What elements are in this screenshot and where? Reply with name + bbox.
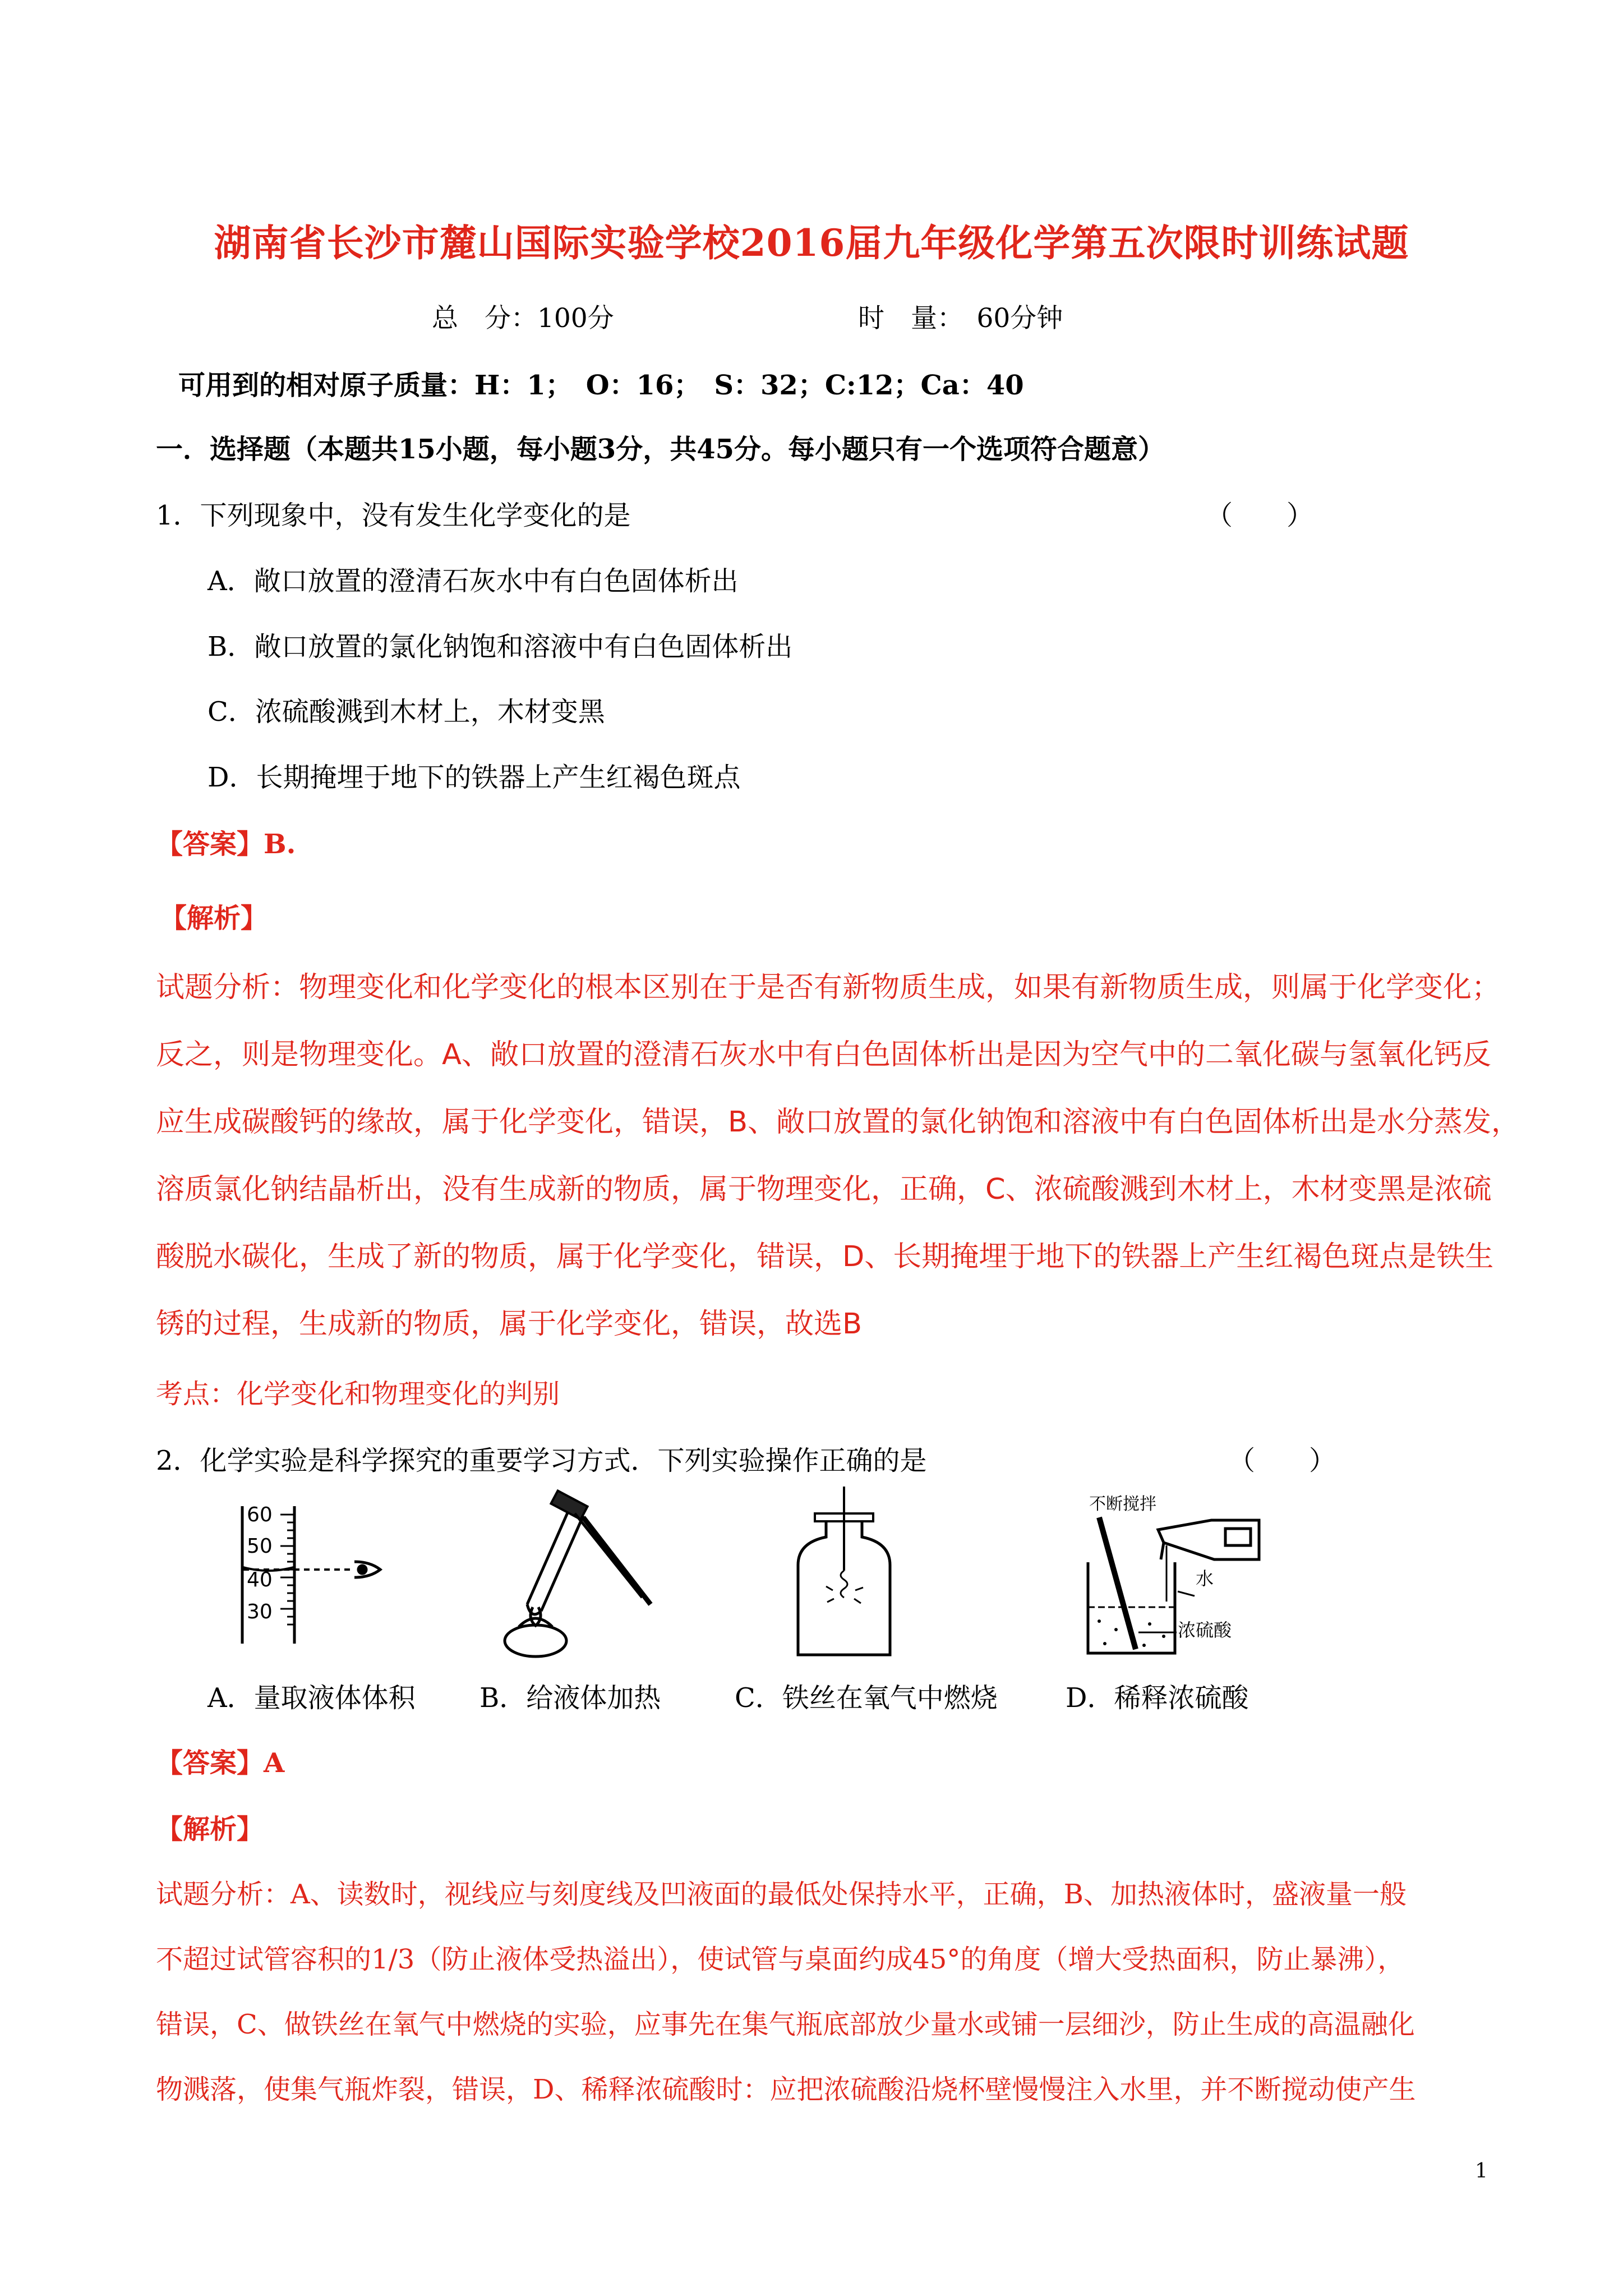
figure-diluting-acid [1077,1489,1295,1658]
q1-answer-blank: （ ） [1206,500,1314,531]
q1-option-c: C．浓硫酸溅到木材上，木材变黑 [208,696,605,728]
q1-analysis-line: 溶质氯化钠结晶析出，没有生成新的物质，属于物理变化，正确，C、浓硫酸溅到木材上，木材变黑是浓硫 [156,1173,1492,1206]
time-limit: 时 量： 60分钟 [858,303,1063,334]
water-label: 水 [1196,1568,1214,1589]
stir-label: 不断搅拌 [1089,1494,1156,1514]
q2-caption-b: B．给液体加热 [479,1682,661,1714]
cylinder-tick-label: 50 [247,1535,273,1558]
q2-answer: 【答案】A [156,1747,285,1779]
q1-analysis-line: 试题分析：物理变化和化学变化的根本区别在于是否有新物质生成，如果有新物质生成，则属于化学变化； [156,971,1501,1004]
q2-stem: 2．化学实验是科学探究的重要学习方式．下列实验操作正确的是 [156,1445,927,1476]
q2-caption-c: C．铁丝在氧气中燃烧 [735,1682,998,1714]
q1-option-b: B．敞口放置的氯化钠饱和溶液中有白色固体析出 [208,631,793,662]
test-tube-icon [527,1509,583,1614]
total-score: 总 分：100分 [432,303,614,334]
q1-kaodian: 考点：化学变化和物理变化的判别 [156,1378,560,1410]
page-number: 1 [1475,2160,1488,2183]
q2-analysis-line: 物溅落，使集气瓶炸裂，错误，D、稀释浓硫酸时：应把浓硫酸沿烧杯壁慢慢注入水里，并不断搅动使产生 [156,2074,1416,2105]
q2-analysis-label: 【解析】 [156,1814,264,1845]
q1-option-a: A．敞口放置的澄清石灰水中有白色固体析出 [208,565,739,597]
figure-measuring-cylinder [236,1503,404,1649]
q1-analysis-line: 反之，则是物理变化。A、敞口放置的澄清石灰水中有白色固体析出是因为空气中的二氧化碳与氢氧化钙反 [156,1038,1491,1071]
q1-analysis-line: 应生成碳酸钙的缘故，属于化学变化，错误，B、敞口放置的氯化钠饱和溶液中有白色固体析出是水分蒸发， [156,1106,1520,1139]
cylinder-tick-label: 30 [247,1600,273,1623]
figure-heating-test-tube [485,1492,665,1660]
page-title: 湖南省长沙市麓山国际实验学校2016届九年级化学第五次限时训练试题 [214,221,1409,265]
section-heading: 一．选择题（本题共15小题，每小题3分，共45分。每小题只有一个选项符合题意） [156,434,1165,465]
spark-icon [826,1571,863,1603]
q2-analysis-line: 不超过试管容积的1/3（防止液体受热溢出），使试管与桌面约成45°的角度（增大受热面积，防止暴沸）， [156,1944,1405,1975]
q1-answer: 【答案】B. [156,829,296,860]
cylinder-tick-label: 60 [247,1503,273,1526]
q1-analysis-line: 锈的过程，生成新的物质，属于化学变化，错误，故选B [156,1308,862,1341]
tube-holder-icon [551,1490,651,1604]
figure-iron-wire-burning [794,1487,895,1660]
reagent-bottle-icon [1158,1520,1259,1559]
atomic-masses: 可用到的相对原子质量：H：1； O：16； S：32；C:12；Ca：40 [178,370,1024,401]
q2-analysis-line: 错误，C、做铁丝在氧气中燃烧的实验，应事先在集气瓶底部放少量水或铺一层细沙，防止生成的高温融化 [156,2009,1415,2040]
q1-stem: 1．下列现象中，没有发生化学变化的是 [156,500,631,531]
q1-option-d: D．长期掩埋于地下的铁器上产生红褐色斑点 [208,762,741,793]
eye-icon [354,1562,380,1577]
q2-caption-d: D．稀释浓硫酸 [1066,1682,1249,1714]
acid-label: 浓硫酸 [1178,1619,1232,1641]
q2-analysis-line: 试题分析：A、读数时，视线应与刻度线及凹液面的最低处保持水平，正确，B、加热液体时，盛液量一般 [156,1879,1407,1910]
q2-answer-blank: （ ） [1228,1445,1336,1476]
q2-caption-a: A．量取液体体积 [208,1682,416,1714]
q1-analysis-line: 酸脱水碳化，生成了新的物质，属于化学变化，错误，D、长期掩埋于地下的铁器上产生红褐色斑点是铁生 [156,1240,1494,1273]
q1-analysis-label: 【解析】 [160,903,268,934]
cylinder-tick-label: 40 [247,1568,273,1591]
